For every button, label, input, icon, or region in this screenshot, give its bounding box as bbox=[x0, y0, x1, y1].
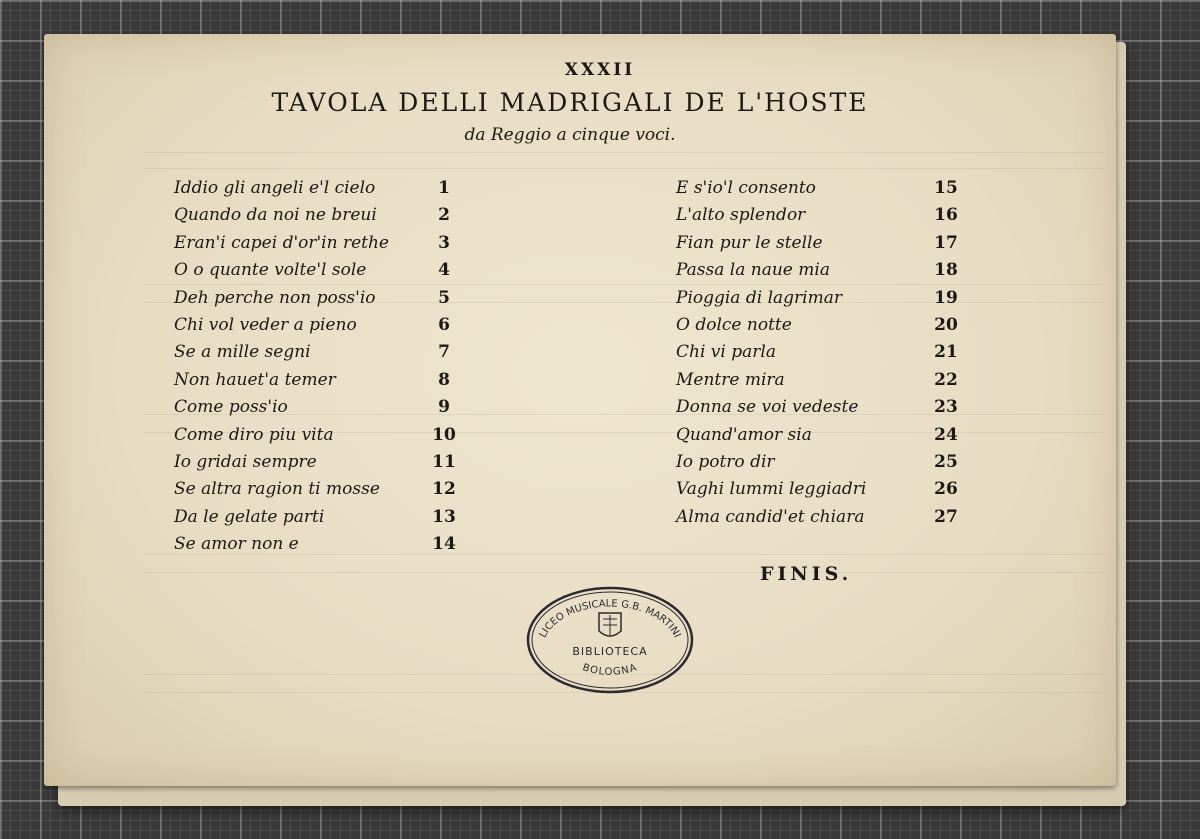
entry-title: Quand'amor sia bbox=[676, 424, 812, 445]
index-entry bbox=[174, 421, 474, 448]
index-entry bbox=[174, 311, 474, 338]
index-entry bbox=[174, 393, 474, 420]
index-entry bbox=[676, 311, 976, 338]
entry-number: 5 bbox=[438, 287, 450, 308]
entry-number: 23 bbox=[934, 397, 958, 418]
index-entry bbox=[174, 174, 474, 201]
index-entry bbox=[174, 366, 474, 393]
entry-title: Se amor non e bbox=[174, 534, 299, 555]
entry-number: 14 bbox=[432, 534, 456, 555]
page-title: TAVOLA DELLI MADRIGALI DE L'HOSTE bbox=[271, 88, 869, 117]
entry-number: 8 bbox=[438, 369, 450, 390]
entry-title: O o quante volte'l sole bbox=[174, 260, 367, 281]
entry-number: 10 bbox=[432, 424, 456, 445]
coat-of-arms-icon bbox=[599, 613, 621, 636]
entry-title: Deh perche non poss'io bbox=[174, 287, 376, 308]
entry-title: Donna se voi vedeste bbox=[676, 397, 859, 418]
entry-title: Non hauet'a temer bbox=[174, 369, 336, 390]
entry-number: 9 bbox=[438, 397, 450, 418]
finis-text: FINIS. bbox=[760, 563, 853, 585]
entry-number: 4 bbox=[438, 260, 450, 281]
page-subtitle: da Reggio a cinque voci. bbox=[464, 125, 676, 145]
entry-number: 12 bbox=[432, 479, 456, 500]
library-stamp bbox=[525, 585, 695, 695]
entry-number: 18 bbox=[934, 260, 958, 281]
entry-title: Come poss'io bbox=[174, 397, 288, 418]
index-entry bbox=[676, 503, 976, 530]
index-entry bbox=[676, 256, 976, 283]
entry-number: 7 bbox=[438, 342, 450, 363]
index-column-left bbox=[174, 174, 474, 557]
entry-title: Alma candid'et chiara bbox=[676, 506, 865, 527]
page-number: XXXII bbox=[564, 60, 636, 80]
index-entry bbox=[174, 284, 474, 311]
entry-number: 15 bbox=[934, 178, 958, 198]
entry-title: Passa la naue mia bbox=[676, 260, 830, 281]
entry-title: Io potro dir bbox=[676, 451, 775, 472]
entry-number: 22 bbox=[934, 369, 958, 390]
entry-number: 20 bbox=[934, 314, 958, 335]
stamp-top-text: LICEO MUSICALE G.B. MARTINI bbox=[537, 598, 683, 640]
index-entry bbox=[676, 393, 976, 420]
index-entry bbox=[676, 338, 976, 365]
entry-number: 21 bbox=[934, 342, 958, 363]
entry-title: Chi vi parla bbox=[676, 342, 776, 363]
index-entry bbox=[676, 475, 976, 502]
index-entry bbox=[174, 503, 474, 530]
index-entry bbox=[174, 338, 474, 365]
entry-number: 6 bbox=[438, 314, 450, 335]
index-entry bbox=[174, 475, 474, 502]
entry-title: Pioggia di lagrimar bbox=[676, 287, 842, 308]
entry-number: 2 bbox=[438, 205, 450, 226]
entry-title: Iddio gli angeli e'l cielo bbox=[174, 178, 376, 198]
entry-number: 26 bbox=[934, 479, 958, 500]
entry-number: 19 bbox=[934, 287, 958, 308]
index-entry bbox=[174, 256, 474, 283]
entry-number: 24 bbox=[934, 424, 958, 445]
entry-title: Fian pur le stelle bbox=[676, 232, 823, 253]
index-entry bbox=[174, 229, 474, 256]
index-entry bbox=[174, 201, 474, 228]
index-entry bbox=[676, 201, 976, 228]
index-entry bbox=[676, 448, 976, 475]
entry-number: 3 bbox=[438, 232, 450, 253]
index-entry bbox=[676, 229, 976, 256]
entry-title: Se a mille segni bbox=[174, 342, 311, 363]
entry-number: 1 bbox=[438, 178, 450, 198]
index-entry bbox=[676, 366, 976, 393]
entry-title: Mentre mira bbox=[676, 369, 785, 390]
entry-title: Come diro piu vita bbox=[174, 424, 334, 445]
index-entry bbox=[676, 421, 976, 448]
entry-title: Vaghi lummi leggiadri bbox=[676, 479, 867, 500]
entry-title: Eran'i capei d'or'in rethe bbox=[174, 232, 389, 253]
entry-number: 13 bbox=[432, 506, 456, 527]
index-entry bbox=[174, 448, 474, 475]
stamp-middle-text: BIBLIOTECA bbox=[572, 645, 648, 658]
index-entry bbox=[676, 284, 976, 311]
index-entry bbox=[174, 530, 474, 557]
entry-number: 11 bbox=[432, 451, 456, 472]
bleed-through-staff bbox=[144, 572, 1104, 573]
entry-title: O dolce notte bbox=[676, 314, 792, 335]
stamp-bottom-text: BOLOGNA bbox=[581, 662, 639, 678]
bleed-through-staff bbox=[144, 152, 1104, 153]
entry-number: 27 bbox=[934, 506, 958, 527]
entry-title: Da le gelate parti bbox=[174, 506, 325, 527]
index-column-right bbox=[676, 174, 976, 530]
entry-title: E s'io'l consento bbox=[676, 178, 816, 198]
entry-title: Io gridai sempre bbox=[174, 451, 317, 472]
entry-number: 16 bbox=[934, 205, 958, 226]
bleed-through-staff bbox=[144, 168, 1104, 169]
entry-title: Quando da noi ne breui bbox=[174, 205, 377, 226]
index-entry bbox=[676, 174, 976, 201]
entry-number: 25 bbox=[934, 451, 958, 472]
entry-number: 17 bbox=[934, 232, 958, 253]
entry-title: Se altra ragion ti mosse bbox=[174, 479, 380, 500]
entry-title: Chi vol veder a pieno bbox=[174, 314, 357, 335]
entry-title: L'alto splendor bbox=[676, 205, 806, 226]
